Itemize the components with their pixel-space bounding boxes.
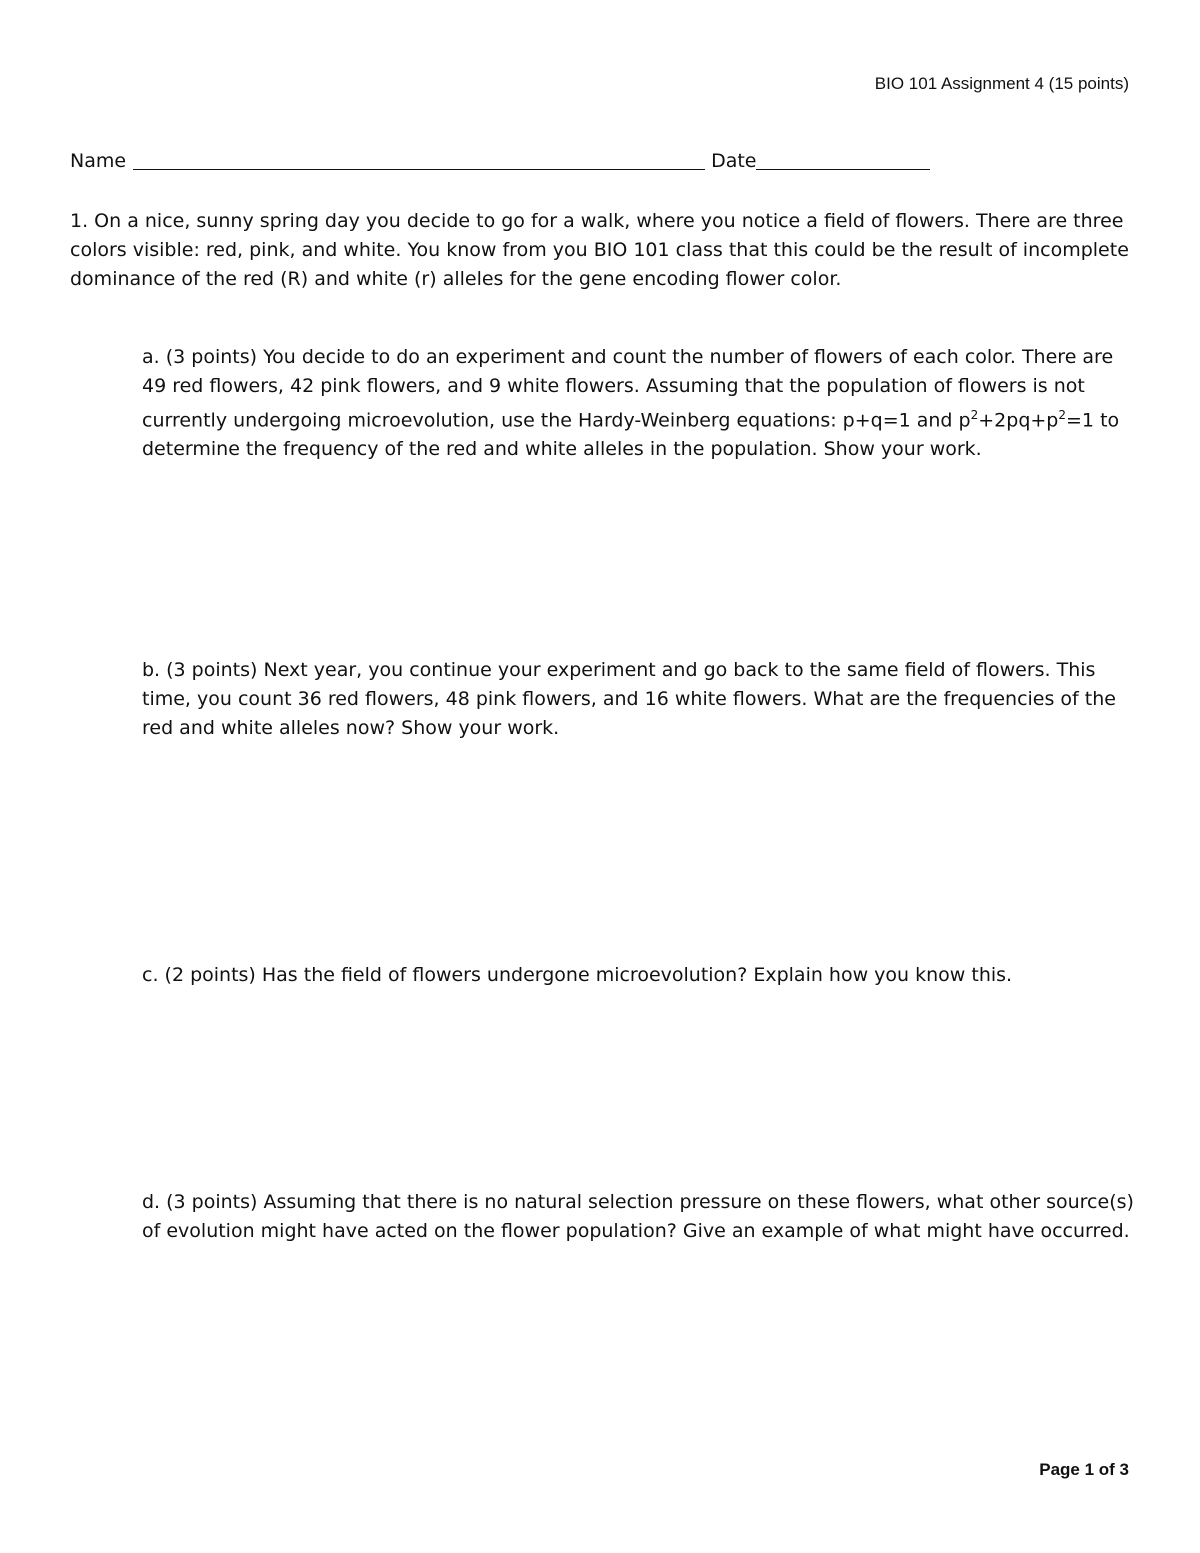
question-1b: b. (3 points) Next year, you continue your experiment and go back to the same field of flowers. This time, you count 36 red flowers, 48 pink flowers, and 16 white flowers. What are the frequencies of the red and white alleles now? Show your work. <box>142 659 1116 739</box>
question-1a <box>142 343 1142 464</box>
question-1d: d. (3 points) Assuming that there is no natural selection pressure on these flowers, what other source(s) of evolution might have acted on the flower population? Give an example of what might have occurred. <box>142 1191 1134 1242</box>
date-blank[interactable] <box>756 149 930 170</box>
question-1a-text-before: a. (3 points) You decide to do an experiment and count the number of flowers of each color. There are 49 red flowers, 42 pink flowers, and 9 white flowers. Assuming that the population of flowers is not currently undergoing microevolution, use the Hardy-Weinberg equations: p+q=1 and p <box>142 346 1114 431</box>
page-number: Page 1 of 3 <box>1039 1460 1129 1479</box>
page-header: BIO 101 Assignment 4 (15 points) <box>874 74 1129 93</box>
superscript-2: 2 <box>1058 407 1067 422</box>
name-label: Name <box>70 150 127 172</box>
superscript-2: 2 <box>970 407 979 422</box>
question-1c: c. (2 points) Has the field of flowers undergone microevolution? Explain how you know this. <box>142 964 1013 986</box>
name-blank[interactable] <box>133 149 705 170</box>
question-1a-text-after: =1 to determine the frequency of the red and white alleles in the population. Show your work. <box>142 408 1120 460</box>
name-date-line <box>70 149 930 172</box>
date-label: Date <box>711 150 757 172</box>
question-1a-text-mid: +2pq+p <box>978 408 1059 431</box>
question-1-intro: 1. On a nice, sunny spring day you decide to go for a walk, where you notice a field of flowers. There are three colors visible: red, pink, and white. You know from you BIO 101 class that this could be the result of incomplete dominance of the red (R) and white (r) alleles for the gene encoding flower color. <box>70 210 1129 290</box>
